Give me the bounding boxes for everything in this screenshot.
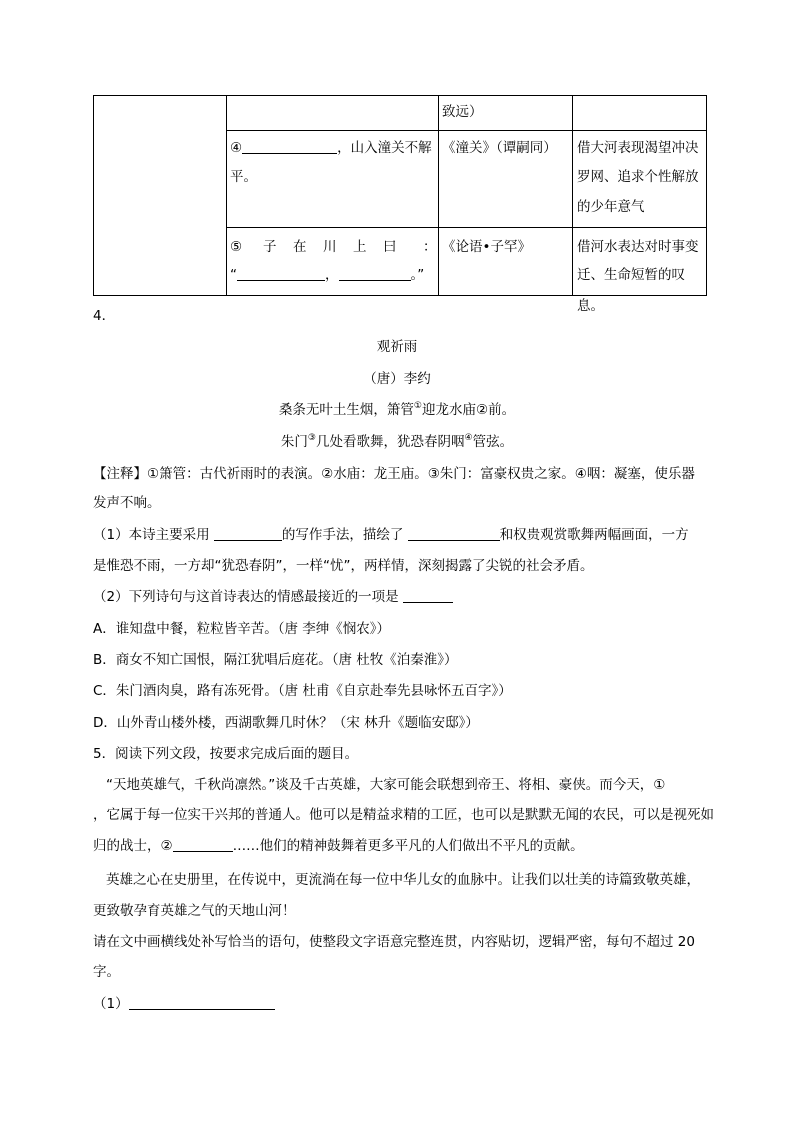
row4-source: 《潼关》（谭嗣同） xyxy=(442,140,557,156)
row5-source: 《论语•子罕》 xyxy=(442,239,531,255)
q4-sub1-blank-2[interactable] xyxy=(408,526,500,541)
poem-notes-line-2: 发声不响。 xyxy=(93,495,161,511)
q5-para1-line-2: ，它属于每一位实干兴邦的普通人。他可以是精益求精的工匠，也可以是默默无闻的农民，可以是视死如 xyxy=(93,807,714,823)
q4-sub1-blank-1[interactable] xyxy=(214,526,282,541)
poem-author: （唐）李约 xyxy=(363,371,431,387)
q5-answer-1-blank[interactable] xyxy=(129,995,275,1010)
poem-notes-line-1: 【注释】①箫管：古代祈雨时的表演。②水庙：龙王庙。③朱门：富豪权贵之家。④咽：凝塞，使乐器 xyxy=(93,466,695,482)
row4-line2: 平。 xyxy=(230,169,257,185)
q5-blank-2[interactable] xyxy=(173,837,233,852)
q4-sub2: （2）下列诗句与这首诗表达的情感最接近的一项是 xyxy=(93,585,453,605)
row5-note-1: 借河水表达对时事变 xyxy=(577,239,699,255)
row4-note-2: 罗网、追求个性解放 xyxy=(577,169,699,185)
option-a[interactable]: A．谁知盘中餐，粒粒皆辛苦。（唐 李绅《悯农》） xyxy=(93,621,391,637)
poem-line-2: 朱门③几处看歌舞，犹恐春阴咽④管弦。 xyxy=(280,433,514,450)
q5-instruction-line-2: 字。 xyxy=(93,964,120,980)
option-d[interactable]: D．山外青山楼外楼，西湖歌舞几时休？（宋 林升《题临安邸》） xyxy=(93,715,479,731)
q5-answer-1: （1） xyxy=(93,992,275,1012)
q4-sub2-blank[interactable] xyxy=(403,588,453,603)
q5-para2-line-1: 英雄之心在史册里，在传说中，更流淌在每一位中华儿女的血脉中。让我们以壮美的诗篇致敬英雄， xyxy=(106,872,700,888)
poetry-table: 致远） ④ ，山入潼关不解 平。 《潼关》（谭嗣同） 借大河表现渴望冲决 罗网、追求个性解放 的少年意气 ⑤ 子 在 川 上 曰 ： “ ， 。” 《论语•子罕》 借河水表达对时事变 迁、生命短暂的叹息。 xyxy=(93,95,707,296)
question-4-number: 4． xyxy=(93,308,116,324)
row5-line2: “ ， 。” xyxy=(230,267,425,283)
q5-instruction-line-1: 请在文中画横线处补写恰当的语句，使整段文字语意完整连贯，内容贴切，逻辑严密，每句不超过 20 xyxy=(93,934,695,950)
q5-para2-line-2: 更致敬孕育英雄之气的天地山河！ xyxy=(93,903,296,919)
row4-line1: ④ ，山入潼关不解 xyxy=(230,140,432,156)
question-5-heading: 5．阅读下列文段，按要求完成后面的题目。 xyxy=(93,746,359,762)
q5-para1-line-3: 归的战士，② ……他们的精神鼓舞着更多平凡的人们做出不平凡的贡献。 xyxy=(93,838,584,854)
row5-blank-1[interactable] xyxy=(237,266,325,281)
table-row1-source: 致远） xyxy=(442,104,483,120)
row5-note-2: 迁、生命短暂的叹息。 xyxy=(577,267,685,314)
q4-sub1-line-1: （1）本诗主要采用 的写作手法，描绘了 和权贵观赏歌舞两幅画面，一方 xyxy=(93,527,689,543)
option-c[interactable]: C．朱门酒肉臭，路有冻死骨。（唐 杜甫《自京赴奉先县咏怀五百字》） xyxy=(93,683,512,699)
row5-blank-2[interactable] xyxy=(339,266,411,281)
row5-num: ⑤ xyxy=(230,239,243,255)
option-b[interactable]: B．商女不知亡国恨，隔江犹唱后庭花。（唐 杜牧《泊秦淮》） xyxy=(93,652,458,668)
poem-line-1: 桑条无叶土生烟，箫管①迎龙水庙②前。 xyxy=(278,401,516,418)
q5-para1-line-1: “天地英雄气，千秋尚凛然。”谈及千古英雄，大家可能会联想到帝王、将相、豪侠。而今天，① xyxy=(106,777,666,793)
row4-blank[interactable] xyxy=(242,139,337,154)
poem-title: 观祈雨 xyxy=(376,339,418,355)
row4-note-3: 的少年意气 xyxy=(577,199,645,215)
q4-sub1-line-2: 是惟恐不雨，一方却“犹恐春阴”，一样“忧”，两样情，深刻揭露了尖锐的社会矛盾。 xyxy=(93,558,594,574)
row4-note-1: 借大河表现渴望冲决 xyxy=(577,140,699,156)
